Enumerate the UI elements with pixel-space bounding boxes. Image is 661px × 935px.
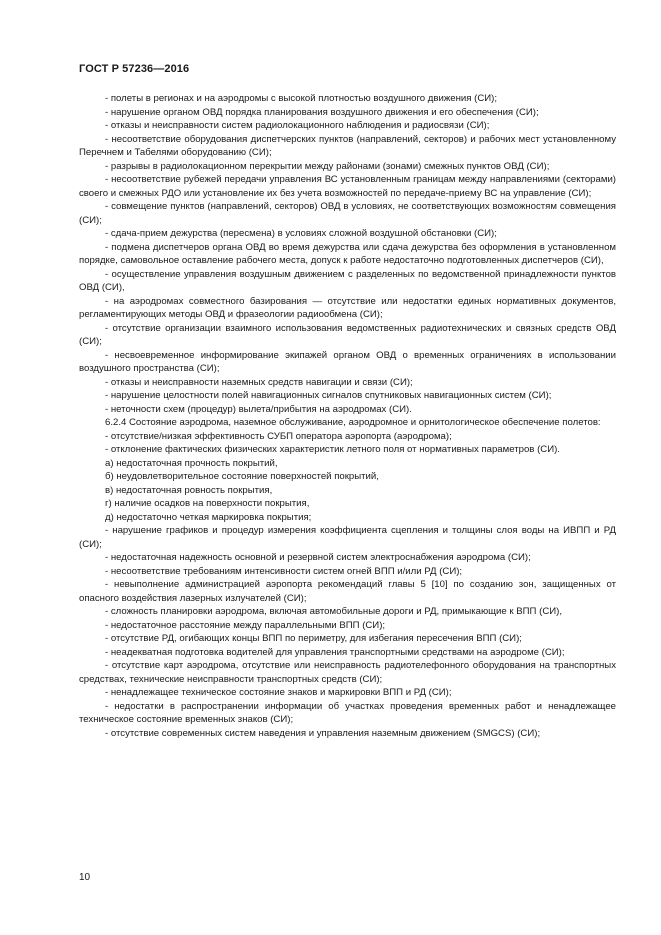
paragraph: - на аэродромах совместного базирования — отсутствие или недостатки единых нормативных документов, регламентирующих методы ОВД и фразеологии радиообмена (СИ); — [79, 295, 616, 320]
paragraph: - неадекватная подготовка водителей для управления транспортными средствами на аэродроме (СИ); — [105, 646, 565, 658]
paragraph: - ненадлежащее техническое состояние знаков и маркировки ВПП и РД (СИ); — [105, 687, 452, 698]
paragraph: - отсутствие современных систем наведения и управления наземным движением (SMGCS) (СИ); — [105, 727, 541, 739]
paragraph: г) наличие осадков на поверхности покрытия, — [105, 498, 310, 509]
paragraph: - отказы и неисправности наземных средств навигации и связи (СИ); — [105, 376, 413, 388]
paragraph: а) недостаточная прочность покрытий, — [105, 457, 278, 469]
paragraph: - осуществление управления воздушным движением с разделенных по ведомственной принадлежности пунктов ОВД (СИ), — [79, 268, 616, 293]
document-header: ГОСТ Р 57236—2016 — [79, 63, 190, 75]
paragraph: - недостаточное расстояние между параллельными ВПП (СИ); — [105, 619, 386, 631]
paragraph: д) недостаточно четкая маркировка покрытия; — [105, 511, 312, 523]
paragraph: - отказы и неисправности систем радиолокационного наблюдения и радиосвязи (СИ); — [105, 120, 490, 131]
paragraph: - сложность планировки аэродрома, включая автомобильные дороги и РД, примыкающие к ВПП (СИ), — [105, 606, 563, 617]
paragraph: - неточности схем (процедур) вылета/прибытия на аэродромах (СИ). — [105, 403, 412, 415]
paragraph: - нарушение графиков и процедур измерения коэффициента сцепления и толщины слоя воды на ИВПП и РД (СИ); — [79, 525, 616, 550]
paragraph: - совмещение пунктов (направлений, секторов) ОВД в условиях, не соответствующих возможностям совмещения (СИ); — [79, 201, 616, 226]
paragraph: - сдача-прием дежурства (пересмена) в условиях сложной воздушной обстановки (СИ); — [105, 228, 497, 239]
paragraph: - отклонение фактических физических характеристик летного поля от нормативных параметров (СИ). — [105, 444, 560, 455]
paragraph: - отсутствие карт аэродрома, отсутствие или неисправность радиотелефонного оборудования на транспортных средствах, технические неисправности транспортных средств (СИ); — [79, 660, 616, 685]
paragraph: - нарушение органом ОВД порядка планирования воздушного движения и его обеспечения (СИ); — [105, 106, 539, 118]
page-number: 10 — [79, 872, 91, 883]
paragraph: - несвоевременное информирование экипажей органом ОВД о временных ограничениях в использовании воздушного пространства (СИ); — [79, 349, 616, 374]
paragraph: - несоответствие рубежей передачи управления ВС установленным границам между направлениями (секторами) своего и смежных РДО или установление их без учета возможностей по передаче-приему ВС на управление (СИ); — [79, 174, 616, 199]
paragraph: - нарушение целостности полей навигационных сигналов спутниковых навигационных систем (СИ); — [105, 390, 552, 401]
paragraph: - отсутствие организации взаимного использования ведомственных радиотехнических и связных средств ОВД (СИ); — [79, 322, 616, 347]
paragraph: б) неудовлетворительное состояние поверхностей покрытий, — [105, 471, 379, 482]
paragraph: - отсутствие РД, огибающих концы ВПП по периметру, для избегания пересечения ВПП (СИ); — [105, 633, 522, 644]
paragraph: - недостатки в распространении информации об участках проведения временных работ и ненадлежащее техническое состояние временных знаков (СИ); — [79, 700, 616, 725]
paragraph: - разрывы в радиолокационном перекрытии между районами (зонами) смежных пунктов ОВД (СИ); — [105, 160, 550, 172]
paragraph: - невыполнение администрацией аэропорта рекомендаций главы 5 [10] по созданию зон, защищенных от опасного воздействия лазерных излучателей (СИ); — [79, 579, 616, 604]
paragraph: 6.2.4 Состояние аэродрома, наземное обслуживание, аэродромное и орнитологическое обеспечение полетов: — [105, 417, 601, 428]
paragraph: в) недостаточная ровность покрытия, — [105, 484, 273, 496]
document-body — [79, 92, 616, 740]
paragraph: - подмена диспетчеров органа ОВД во время дежурства или сдача дежурства без оформления в установленном порядке, самовольное оставление рабочего места, допуск к работе недостаточно подготовленных диспетчеров (СИ), — [79, 241, 616, 266]
paragraph: - полеты в регионах и на аэродромы с высокой плотностью воздушного движения (СИ); — [105, 93, 497, 104]
paragraph: - несоответствие требованиям интенсивности систем огней ВПП и/или РД (СИ); — [105, 565, 463, 577]
paragraph: - несоответствие оборудования диспетчерских пунктов (направлений, секторов) и рабочих мест установленному Перечнем и Табелями оборудованию (СИ); — [79, 133, 616, 158]
paragraph: - недостаточная надежность основной и резервной систем электроснабжения аэродрома (СИ); — [105, 552, 531, 563]
paragraph: - отсутствие/низкая эффективность СУБП оператора аэропорта (аэродрома); — [105, 430, 452, 442]
